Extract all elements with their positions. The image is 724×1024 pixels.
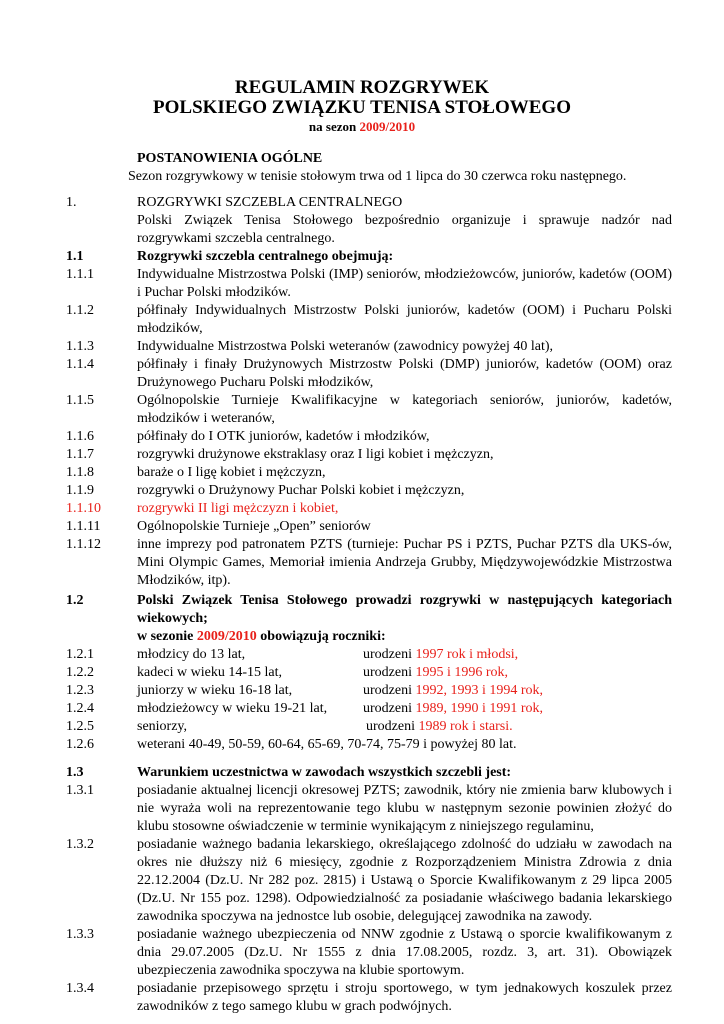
- list-item: posiadanie ważnego ubezpieczenia od NNW zgodnie z Ustawą o sporcie kwalifikowanym z dnia 29.07.2005 (Dz.U. Nr 1555 z dnia 17.08.2005, rozdz. 3, art. 31). Obowiązek ubezpieczenia zawodnika spoczywa na klubie sportowym.: [137, 927, 672, 978]
- item-number: 1.1.10: [66, 501, 101, 516]
- item-number: 1.1.4: [66, 357, 94, 372]
- age-category: kadeci w wieku 14-15 lat,: [137, 665, 283, 680]
- item-number: 1.1.9: [66, 483, 94, 498]
- season-years-suffix: obowiązują roczniki:: [256, 629, 386, 644]
- list-item: rozgrywki drużynowe ekstraklasy oraz I ligi kobiet i mężczyzn,: [137, 447, 494, 462]
- born-value: 1989 rok i starsi.: [418, 719, 513, 734]
- age-category: juniorzy w wieku 16-18 lat,: [137, 683, 293, 698]
- season-years-line: [137, 628, 672, 646]
- season-prefix: na sezon: [308, 119, 360, 134]
- section-1-1-heading: Rozgrywki szczebla centralnego obejmują:: [137, 249, 394, 264]
- born-value: 1995 i 1996 rok,: [415, 665, 509, 680]
- age-item-number: 1.2.1: [66, 647, 94, 662]
- list-item: półfinały i finały Drużynowych Mistrzostw Polski (DMP) juniorów, kadetów (OOM) oraz Drużynowego Pucharu Polski młodzików,: [137, 357, 672, 390]
- born-value: 1992, 1993 i 1994 rok,: [415, 683, 544, 698]
- age-item-number: 1.2.6: [66, 737, 94, 752]
- list-item: posiadanie aktualnej licencji okresowej PZTS; zawodnik, który nie zmienia barw klubowych i nie wyraża woli na reprezentowanie tego klubu w następnym sezonie powinien złożyć do klubu stosowne oświadczenie w terminie wynikającym z niniejszego regulaminu,: [137, 783, 672, 834]
- document-title-line2: POLSKIEGO ZWIĄZKU TENISA STOŁOWEGO: [153, 97, 571, 118]
- section-1-text: Polski Związek Tenisa Stołowego bezpośrednio organizuje i sprawuje nadzór nad rozgrywkami szczebla centralnego.: [137, 213, 672, 246]
- birth-years: [363, 682, 543, 700]
- age-category: młodzicy do 13 lat,: [137, 647, 246, 662]
- birth-years: [363, 664, 508, 682]
- birth-years: [363, 700, 543, 718]
- born-label: urodzeni: [363, 665, 416, 680]
- item-number: 1.1.6: [66, 429, 94, 444]
- item-number: 1.1.5: [66, 393, 94, 408]
- season-years-value: 2009/2010: [196, 629, 257, 644]
- section-1-heading: ROZGRYWKI SZCZEBLA CENTRALNEGO: [137, 195, 403, 210]
- list-item: baraże o I ligę kobiet i mężczyzn,: [137, 465, 326, 480]
- list-item: Indywidualne Mistrzostwa Polski (IMP) seniorów, młodzieżowców, juniorów, kadetów (OOM) i Puchar Polski młodzików.: [137, 267, 672, 300]
- list-item: rozgrywki o Drużynowy Puchar Polski kobiet i mężczyzn,: [137, 483, 465, 498]
- list-item: Indywidualne Mistrzostwa Polski weteranów (zawodnicy powyżej 40 lat),: [137, 339, 554, 354]
- item-number: 1.3.2: [66, 837, 94, 852]
- item-number: 1.3.4: [66, 981, 94, 996]
- season-duration-text: Sezon rozgrywkowy w tenisie stołowym trwa od 1 lipca do 30 czerwca roku następnego.: [128, 169, 627, 184]
- list-item: Ogólnopolskie Turnieje Kwalifikacyjne w kategoriach seniorów, juniorów, kadetów, młodzików i weteranów,: [137, 393, 672, 426]
- list-item: posiadanie ważnego badania lekarskiego, określającego zdolność do udziału w zawodach na okres nie dłuższy niż 6 miesięcy, zgodnie z Rozporządzeniem Ministra Zdrowia z dnia 22.12.2004 (Dz.U. Nr 282 poz. 2815) i Ustawą o Sporcie Kwalifikowanym z 29 lipca 2005 (Dz.U. Nr 155 poz. 1298). Odpowiedzialność za posiadanie właściwego badania lekarskiego zawodnika spoczywa na jednostce lub osobie, delegującej zawodnika na zawody.: [137, 837, 672, 924]
- item-number: 1.1.11: [66, 519, 101, 534]
- item-number: 1.1.1: [66, 267, 94, 282]
- section-1-3-heading: Warunkiem uczestnictwa w zawodach wszystkich szczebli jest:: [137, 765, 512, 780]
- item-number: 1.3.3: [66, 927, 94, 942]
- list-item: Ogólnopolskie Turnieje „Open” seniorów: [137, 519, 371, 534]
- list-item: posiadanie przepisowego sprzętu i stroju sportowego, w tym jednakowych koszulek przez zawodników z tego samego klubu w grach podwójnych.: [137, 981, 672, 1014]
- section-1-2-heading: Polski Związek Tenisa Stołowego prowadzi rozgrywki w następujących kategoriach wiekowych;: [137, 593, 672, 626]
- section-1-number: 1.: [66, 195, 77, 210]
- born-value: 1997 rok i młodsi,: [415, 647, 519, 662]
- list-item: inne imprezy pod patronatem PZTS (turnieje: Puchar PS i PZTS, Puchar PZTS dla UKS-ów, Mini Olympic Games, Memoriał imienia Andrzeja Grubby, Międzywojewódzkie Mistrzostwa Młodzików, itp).: [137, 537, 672, 588]
- born-label: urodzeni: [366, 719, 419, 734]
- item-number: 1.3.1: [66, 783, 94, 798]
- list-item: rozgrywki II ligi mężczyzn i kobiet,: [137, 501, 339, 516]
- age-item-number: 1.2.5: [66, 719, 94, 734]
- born-label: urodzeni: [363, 647, 416, 662]
- veterans-categories: weterani 40-49, 50-59, 60-64, 65-69, 70-74, 75-79 i powyżej 80 lat.: [137, 737, 517, 752]
- age-item-number: 1.2.3: [66, 683, 94, 698]
- age-category: młodzieżowcy w wieku 19-21 lat,: [137, 701, 328, 716]
- born-label: urodzeni: [363, 683, 416, 698]
- birth-years: [363, 646, 518, 664]
- age-category: seniorzy,: [137, 719, 188, 734]
- item-number: 1.1.12: [66, 537, 101, 552]
- item-number: 1.1.3: [66, 339, 94, 354]
- section-1-1-number: 1.1: [66, 249, 84, 264]
- born-label: urodzeni: [363, 701, 416, 716]
- age-item-number: 1.2.2: [66, 665, 94, 680]
- birth-years: [366, 718, 513, 736]
- season-line: [0, 119, 724, 135]
- born-value: 1989, 1990 i 1991 rok,: [415, 701, 544, 716]
- section-1-3-number: 1.3: [66, 765, 84, 780]
- item-number: 1.1.2: [66, 303, 94, 318]
- season-years-prefix: w sezonie: [137, 629, 197, 644]
- document-title-line1: REGULAMIN ROZGRYWEK: [234, 77, 490, 98]
- list-item: półfinały Indywidualnych Mistrzostw Polski juniorów, kadetów (OOM) i Pucharu Polski młodzików,: [137, 303, 672, 336]
- general-provisions-heading: POSTANOWIENIA OGÓLNE: [137, 151, 323, 166]
- item-number: 1.1.8: [66, 465, 94, 480]
- section-1-2-number: 1.2: [66, 593, 84, 608]
- item-number: 1.1.7: [66, 447, 94, 462]
- list-item: półfinały do I OTK juniorów, kadetów i młodzików,: [137, 429, 430, 444]
- season-value: 2009/2010: [359, 119, 416, 134]
- age-item-number: 1.2.4: [66, 701, 94, 716]
